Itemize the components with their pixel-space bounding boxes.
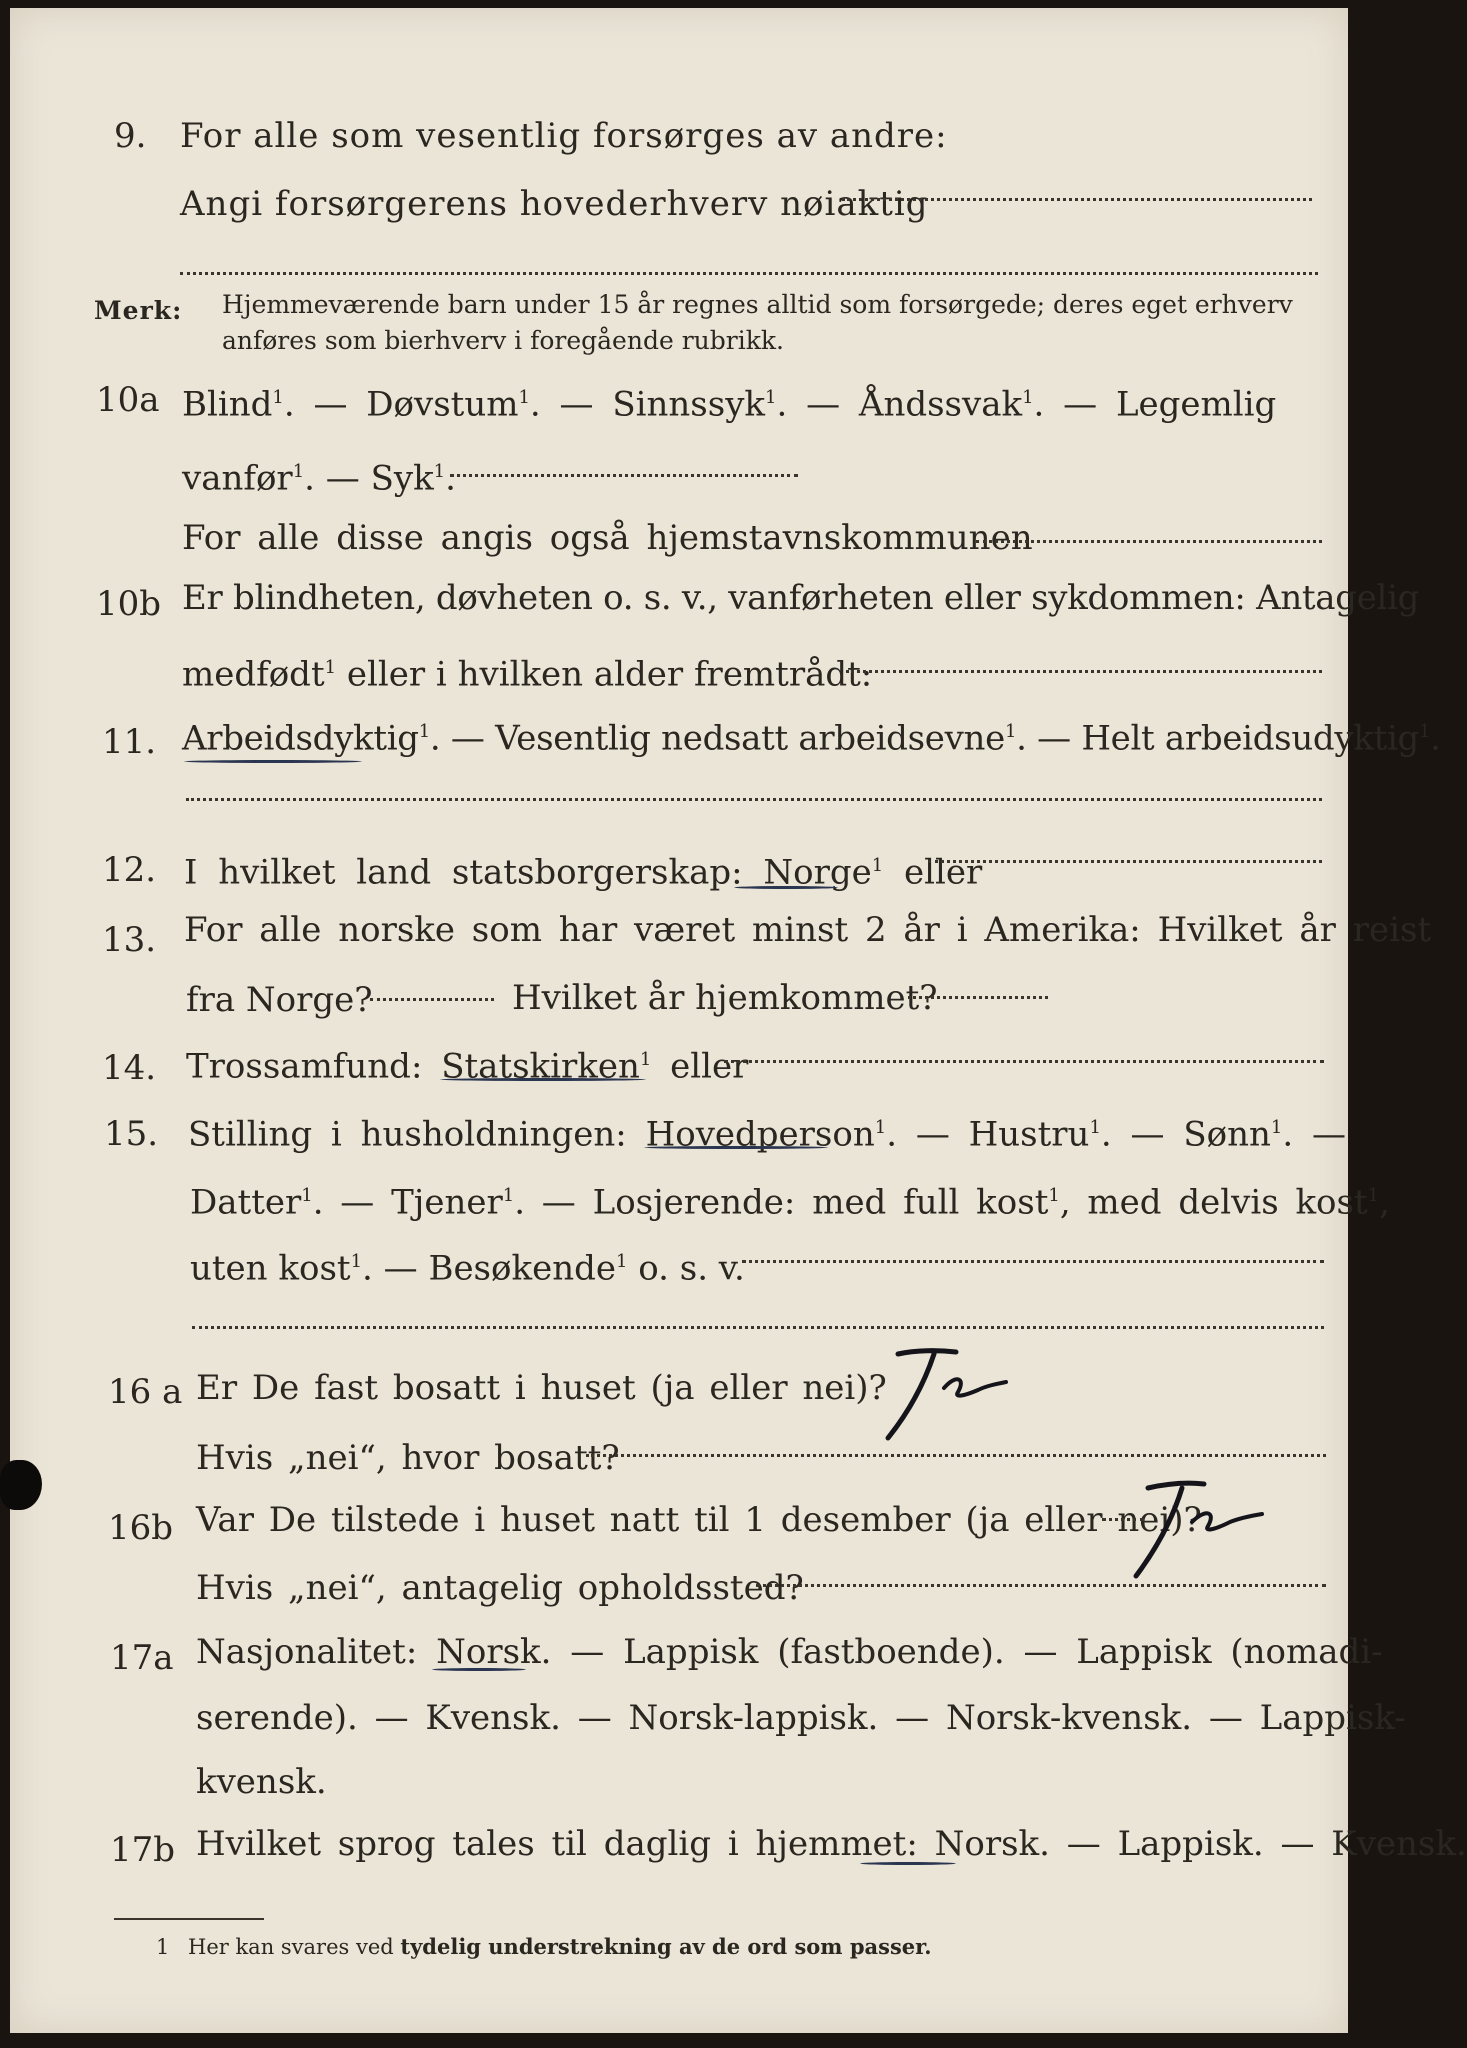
q15-answer-line <box>742 1260 1324 1263</box>
q17b-number: 17b <box>110 1830 176 1870</box>
q9-line1: For alle som vesentlig forsørges av andre: <box>180 116 948 156</box>
q16a-number: 16 a <box>108 1372 183 1412</box>
q16a-handwritten-answer-ja <box>846 1338 1006 1448</box>
q11-underline-mark <box>184 760 362 763</box>
q10a-municipality-line <box>976 540 1322 543</box>
q16b-number: 16b <box>108 1508 174 1548</box>
q14-line: Trossamfund: Statskirken$^1$ eller <box>186 1046 749 1087</box>
q17b-line: Hvilket sprog tales til daglig i hjemmet: Norsk. — Lappisk. — Kvensk. <box>196 1824 1467 1864</box>
q9-answer-line-2 <box>180 272 1318 275</box>
q10b-answer-line <box>846 670 1322 673</box>
footnote-rule <box>114 1918 264 1920</box>
q13-returned-line <box>908 996 1048 999</box>
q17a-number: 17a <box>110 1638 174 1678</box>
q9-answer-line <box>842 198 1312 201</box>
q17a-underline-mark <box>432 1668 526 1671</box>
q17b-underline-mark <box>860 1862 956 1865</box>
q16b-answer-line <box>756 1584 1326 1587</box>
q16b-line2: Hvis „nei“, antagelig opholdssted? <box>196 1568 804 1608</box>
q10a-number: 10a <box>96 380 160 420</box>
q16a-line1: Er De fast bosatt i huset (ja eller nei)? <box>196 1368 887 1408</box>
footnote-text: Her kan svares ved tydelig understrekning av de ord som passer. <box>188 1934 932 1959</box>
q11-answer-line <box>186 798 1322 801</box>
q13-line2a: fra Norge? <box>186 980 373 1020</box>
q15-line3: uten kost$^1$. — Besøkende$^1$ o. s. v. <box>190 1248 745 1289</box>
q10a-line1: Blind$^1$. — Døvstum$^1$. — Sinnssyk$^1$. — Åndssvak$^1$. — Legemlig <box>182 384 1277 425</box>
merk-label: Merk: <box>94 296 183 325</box>
q10a-line3: For alle disse angis også hjemstavnskommunen <box>182 518 1033 558</box>
q17a-line2: serende). — Kvensk. — Norsk-lappisk. — Norsk-kvensk. — Lappisk- <box>196 1698 1406 1738</box>
q16a-answer-line <box>586 1454 1326 1457</box>
q12-underline-mark <box>734 886 838 889</box>
q11-line: Arbeidsdyktig$^1$. — Vesentlig nedsatt arbeidsevne$^1$. — Helt arbeidsudyktig$^1$. <box>182 718 1441 759</box>
q9-line2: Angi forsørgerens hovederhverv nøiaktig <box>180 184 929 224</box>
q15-line2: Datter$^1$. — Tjener$^1$. — Losjerende: med full kost$^1$, med delvis kost$^1$, <box>190 1182 1390 1223</box>
q15-answer-line-2 <box>192 1326 1324 1329</box>
q17a-line1: Nasjonalitet: Norsk. — Lappisk (fastboende). — Lappisk (nomadi- <box>196 1632 1383 1672</box>
q10b-number: 10b <box>96 584 162 624</box>
q16a-line2: Hvis „nei“, hvor bosatt? <box>196 1438 620 1478</box>
ink-blot <box>0 1460 42 1510</box>
footnote-mark: 1 <box>156 1935 170 1959</box>
q10b-line1: Er blindheten, døvheten o. s. v., vanførheten eller sykdommen: Antagelig <box>182 578 1420 618</box>
census-form-page <box>10 8 1467 2033</box>
q11-number: 11. <box>102 722 157 762</box>
q15-number: 15. <box>104 1114 159 1154</box>
q14-answer-line <box>724 1060 1324 1063</box>
q17a-line3: kvensk. <box>196 1762 327 1802</box>
q15-underline-mark <box>644 1146 828 1149</box>
q16b-handwritten-answer-ja <box>1104 1470 1264 1580</box>
q14-number: 14. <box>102 1048 157 1088</box>
q13-number: 13. <box>102 920 157 960</box>
q10a-sick-line <box>450 474 798 477</box>
q12-line: I hvilket land statsborgerskap: Norge$^1$ eller <box>184 852 983 893</box>
merk-line2: anføres som bierhverv i foregående rubrikk. <box>222 326 784 355</box>
merk-line1: Hjemmeværende barn under 15 år regnes alltid som forsørgede; deres eget erhverv <box>222 290 1293 319</box>
q12-answer-line <box>928 860 1322 863</box>
q13-departed-line <box>370 998 494 1001</box>
q9-number: 9. <box>114 116 147 156</box>
q16b-line1: Var De tilstede i huset natt til 1 desember (ja eller nei)? <box>196 1500 1202 1540</box>
q14-underline-mark <box>440 1078 646 1081</box>
q10b-line2: medfødt$^1$ eller i hvilken alder fremtrådt: <box>182 654 873 695</box>
q13-line2b: Hvilket år hjemkommet? <box>512 978 938 1018</box>
q12-number: 12. <box>102 850 157 890</box>
q13-line1: For alle norske som har været minst 2 år i Amerika: Hvilket år reist <box>184 910 1432 950</box>
q10a-line2: vanfør$^1$. — Syk$^1$. <box>182 458 456 499</box>
q15-line1: Stilling i husholdningen: Hovedperson$^1$. — Hustru$^1$. — Sønn$^1$. — <box>188 1114 1346 1155</box>
